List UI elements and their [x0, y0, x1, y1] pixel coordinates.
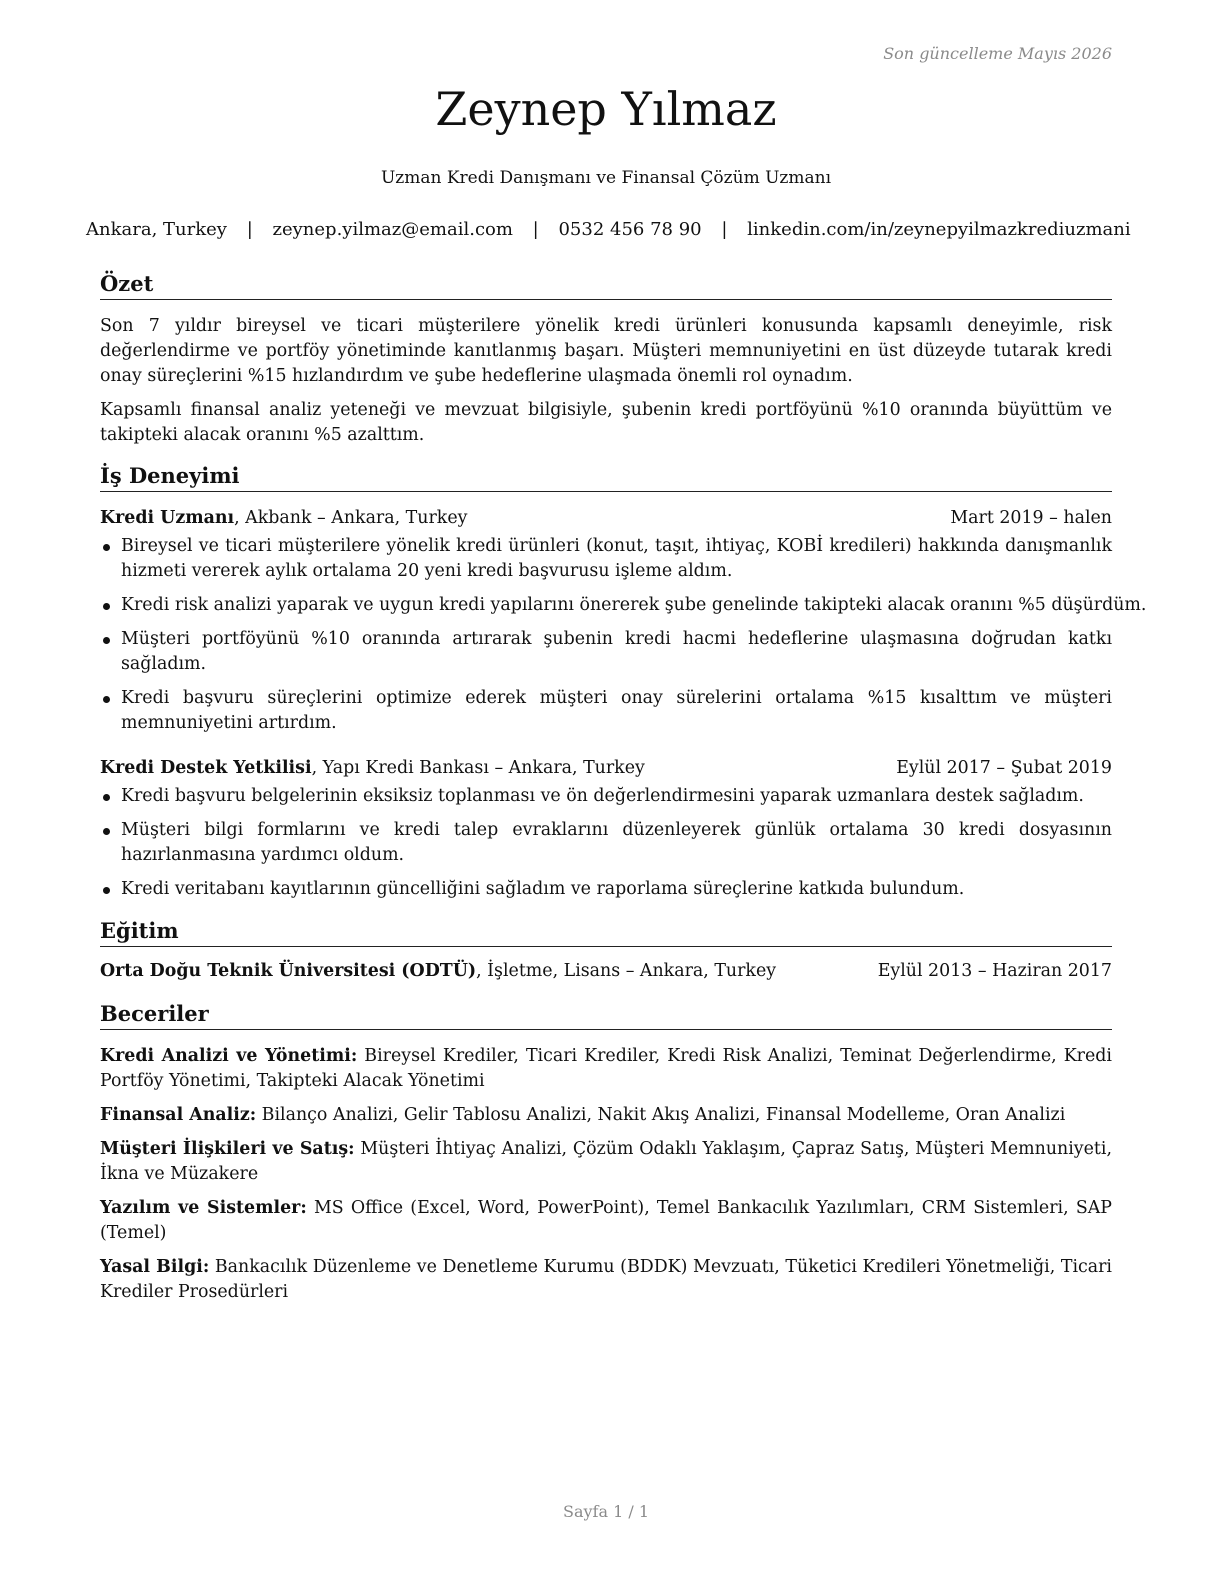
experience-heading: İş Deneyimi — [100, 462, 1112, 492]
contact-linkedin[interactable]: linkedin.com/in/zeynepyilmazkrediuzmani — [747, 219, 1131, 240]
skill-group — [100, 1044, 1112, 1094]
candidate-tagline: Uzman Kredi Danışmanı ve Finansal Çözüm Uzmanı — [380, 168, 832, 188]
contact-separator: | — [532, 219, 539, 240]
job-bullets — [100, 534, 1147, 736]
education-heading: Eğitim — [100, 917, 1112, 947]
job-org: , Akbank – Ankara, Turkey — [234, 508, 468, 528]
contact-separator: | — [721, 219, 728, 240]
education-entry — [100, 959, 1112, 984]
education-title-line — [100, 959, 776, 984]
job-bullets — [100, 784, 1112, 902]
job-bullet: Bireysel ve ticari müşterilere yönelik kredi ürünleri (konut, taşıt, ihtiyaç, KOBİ kredileri) hakkında danışmanlık hizmeti vererek aylık ortalama 20 yeni kredi başvurusu işleme aldım. — [100, 534, 1112, 584]
summary-paragraph: Kapsamlı finansal analiz yeteneği ve mevzuat bilgisiyle, şubenin kredi portföyünü %10 oranında büyüttüm ve takipteki alacak oranını %5 azalttım. — [100, 400, 1112, 445]
job-bullet: Müşteri portföyünü %10 oranında artırarak şubenin kredi hacmi hedeflerine ulaşmasına doğrudan katkı sağladım. — [100, 627, 1112, 677]
skill-items: Bireysel Krediler, Ticari Krediler, Kredi Risk Analizi, Teminat Değerlendirme, Kredi Portföy Yönetimi, Takipteki Alacak Yönetimi — [100, 1046, 1112, 1091]
contact-phone[interactable]: 0532 456 78 90 — [558, 219, 702, 240]
job-title-line — [100, 756, 645, 781]
skill-items: Bilanço Analizi, Gelir Tablosu Analizi, Nakit Akış Analizi, Finansal Modelleme, Oran Analizi — [256, 1105, 1066, 1125]
skill-label: Kredi Analizi ve Yönetimi: — [100, 1046, 358, 1066]
education-dates: Eylül 2013 – Haziran 2017 — [877, 961, 1112, 981]
education-detail: , İşletme, Lisans – Ankara, Turkey — [476, 961, 777, 981]
summary-heading: Özet — [100, 270, 1112, 300]
job-header — [100, 506, 1112, 531]
skill-label: Yazılım ve Sistemler: — [100, 1198, 307, 1218]
summary-section — [100, 270, 1112, 448]
skill-items: Müşteri İhtiyaç Analizi, Çözüm Odaklı Yaklaşım, Çapraz Satış, Müşteri Memnuniyeti, İkna ve Müzakere — [100, 1139, 1112, 1184]
skill-label: Finansal Analiz: — [100, 1105, 257, 1125]
contact-line — [86, 219, 1131, 240]
education-section — [100, 917, 1112, 984]
job-entry — [100, 506, 1147, 736]
skill-group — [100, 1196, 1112, 1246]
resume-page — [86, 0, 1147, 1584]
job-dates: Eylül 2017 – Şubat 2019 — [896, 758, 1112, 778]
skills-section — [100, 1000, 1112, 1305]
summary-paragraph: Son 7 yıldır bireysel ve ticari müşterilere yönelik kredi ürünleri konusunda kapsamlı deneyimle, risk değerlendirme ve portföy yönetiminde kanıtlanmış başarı. Müşteri memnuniyetini en üst düzeyde tutarak kredi onay süreçlerini %15 hızlandırdım ve şube hedeflerine ulaşmada önemli rol oynadım. — [100, 316, 1112, 386]
job-role: Kredi Destek Yetkilisi — [100, 758, 312, 778]
skill-items: MS Office (Excel, Word, PowerPoint), Temel Bankacılık Yazılımları, CRM Sistemleri, SAP (Temel) — [100, 1198, 1112, 1243]
job-org: , Yapı Kredi Bankası – Ankara, Turkey — [311, 758, 645, 778]
contact-location: Ankara, Turkey — [86, 219, 227, 240]
skill-label: Müşteri İlişkileri ve Satış: — [100, 1139, 355, 1159]
job-bullet: Müşteri bilgi formlarını ve kredi talep evraklarını düzenleyerek günlük ortalama 30 kredi dosyasının hazırlanmasına yardımcı oldum. — [100, 818, 1112, 868]
skill-group — [100, 1137, 1112, 1187]
skill-items: Bankacılık Düzenleme ve Denetleme Kurumu (BDDK) Mevzuatı, Tüketici Kredileri Yönetmeliği, Ticari Krediler Prosedürleri — [100, 1257, 1112, 1302]
candidate-name: Zeynep Yılmaz — [435, 82, 777, 136]
job-role: Kredi Uzmanı — [100, 508, 235, 528]
contact-email[interactable]: zeynep.yilmaz@email.com — [272, 219, 513, 240]
job-bullet: Kredi veritabanı kayıtlarının güncelliğini sağladım ve raporlama süreçlerine katkıda bulundum. — [100, 877, 1112, 902]
skill-label: Yasal Bilgi: — [100, 1257, 210, 1277]
job-entry — [100, 756, 1112, 902]
experience-section — [100, 462, 1147, 902]
job-title-line — [100, 506, 467, 531]
last-updated-note: Son güncelleme Mayıs 2026 — [883, 44, 1112, 63]
job-bullet: Kredi risk analizi yaparak ve uygun kredi yapılarını önererek şube genelinde takipteki alacak oranını %5 düşürdüm. — [100, 593, 1122, 618]
page-number: Sayfa 1 / 1 — [562, 1502, 649, 1521]
job-header — [100, 756, 1112, 781]
resume-content — [100, 270, 1147, 1305]
job-dates: Mart 2019 – halen — [950, 508, 1112, 528]
education-school: Orta Doğu Teknik Üniversitesi (ODTÜ) — [100, 961, 477, 981]
job-bullet: Kredi başvuru belgelerinin eksiksiz toplanması ve ön değerlendirmesini yaparak uzmanlara destek sağladım. — [100, 784, 1112, 809]
skill-group — [100, 1103, 1112, 1128]
job-bullet: Kredi başvuru süreçlerini optimize ederek müşteri onay sürelerini ortalama %15 kısalttım ve müşteri memnuniyetini artırdım. — [100, 686, 1112, 736]
contact-separator: | — [246, 219, 253, 240]
skills-heading: Beceriler — [100, 1000, 1112, 1030]
skill-group — [100, 1255, 1112, 1305]
